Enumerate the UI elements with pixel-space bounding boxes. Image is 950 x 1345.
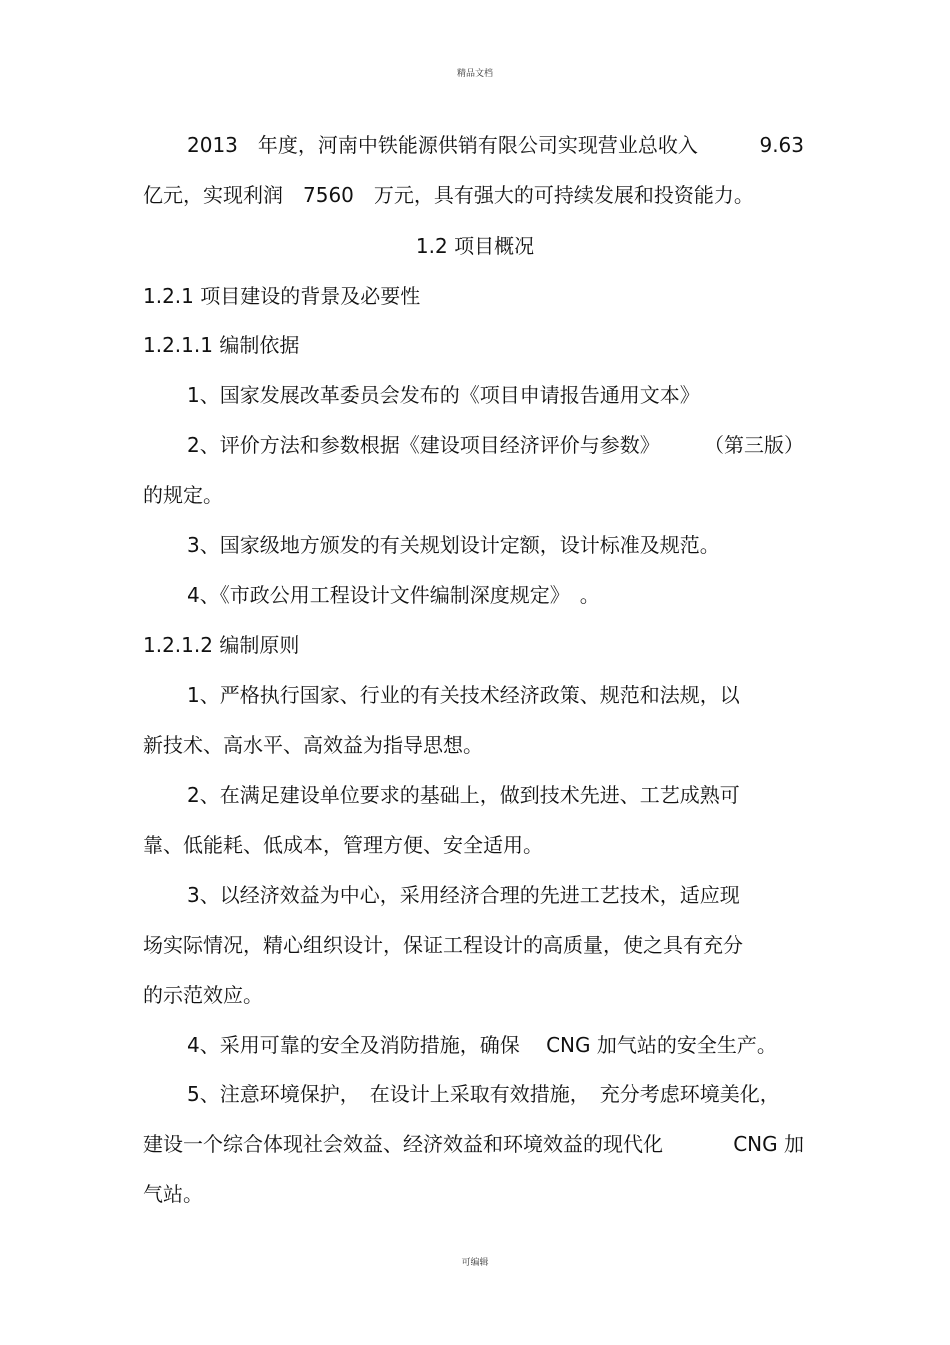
basis-item-2-continuation: 的规定。 xyxy=(143,483,223,507)
page-footer: 可编辑 xyxy=(461,1258,489,1268)
paragraph-revenue-line-1 xyxy=(187,133,804,157)
subsection-heading-1-2-1: 1.2.1 项目建设的背景及必要性 xyxy=(143,284,421,308)
principle-item-2-line-1: 2、在满足建设单位要求的基础上，做到技术先进、工艺成熟可 xyxy=(187,783,740,807)
principle-item-2-line-2: 靠、低能耗、低成本，管理方便、安全适用。 xyxy=(143,833,543,857)
basis-item-1: 1、国家发展改革委员会发布的《项目申请报告通用文本》 xyxy=(187,383,700,407)
revenue-text: 2013 年度，河南中铁能源供销有限公司实现营业总收入 xyxy=(187,133,698,157)
principle-item-3-line-1: 3、以经济效益为中心，采用经济合理的先进工艺技术，适应现 xyxy=(187,883,740,907)
revenue-value: 9.63 xyxy=(759,133,804,157)
basis-item-2-text: 2、评价方法和参数根据《建设项目经济评价与参数》 xyxy=(187,433,660,457)
principle-item-5-line-3: 气站。 xyxy=(143,1182,203,1206)
subsection-heading-1-2-1-1: 1.2.1.1 编制依据 xyxy=(143,333,300,357)
principle-item-3-line-3: 的示范效应。 xyxy=(143,983,263,1007)
basis-item-2 xyxy=(187,433,804,457)
principle-item-5-line-2 xyxy=(143,1132,804,1156)
section-title: 1.2 项目概况 xyxy=(415,234,535,258)
principle-item-5-line-1: 5、注意环境保护， 在设计上采取有效措施， 充分考虑环境美化， xyxy=(187,1082,780,1106)
page-header: 精品文档 xyxy=(456,69,493,79)
basis-item-4: 4、《市政公用工程设计文件编制深度规定》 。 xyxy=(187,583,600,607)
principle-item-5-line-2-text: 建设一个综合体现社会效益、经济效益和环境效益的现代化 xyxy=(143,1132,663,1156)
subsection-heading-1-2-1-2: 1.2.1.2 编制原则 xyxy=(143,633,300,657)
principle-item-1-line-1: 1、严格执行国家、行业的有关技术经济政策、规范和法规，以 xyxy=(187,683,740,707)
principle-item-3-line-2: 场实际情况，精心组织设计，保证工程设计的高质量，使之具有充分 xyxy=(143,933,743,957)
principle-item-1-line-2: 新技术、高水平、高效益为指导思想。 xyxy=(143,733,483,757)
principle-item-4: 4、采用可靠的安全及消防措施，确保 CNG 加气站的安全生产。 xyxy=(187,1033,777,1057)
principle-item-5-line-2-end: CNG 加 xyxy=(733,1132,804,1156)
paragraph-revenue-line-2: 亿元，实现利润 7560 万元，具有强大的可持续发展和投资能力。 xyxy=(143,183,754,207)
basis-item-3: 3、国家级地方颁发的有关规划设计定额，设计标准及规范。 xyxy=(187,533,720,557)
basis-item-2-edition: （第三版） xyxy=(704,433,804,457)
